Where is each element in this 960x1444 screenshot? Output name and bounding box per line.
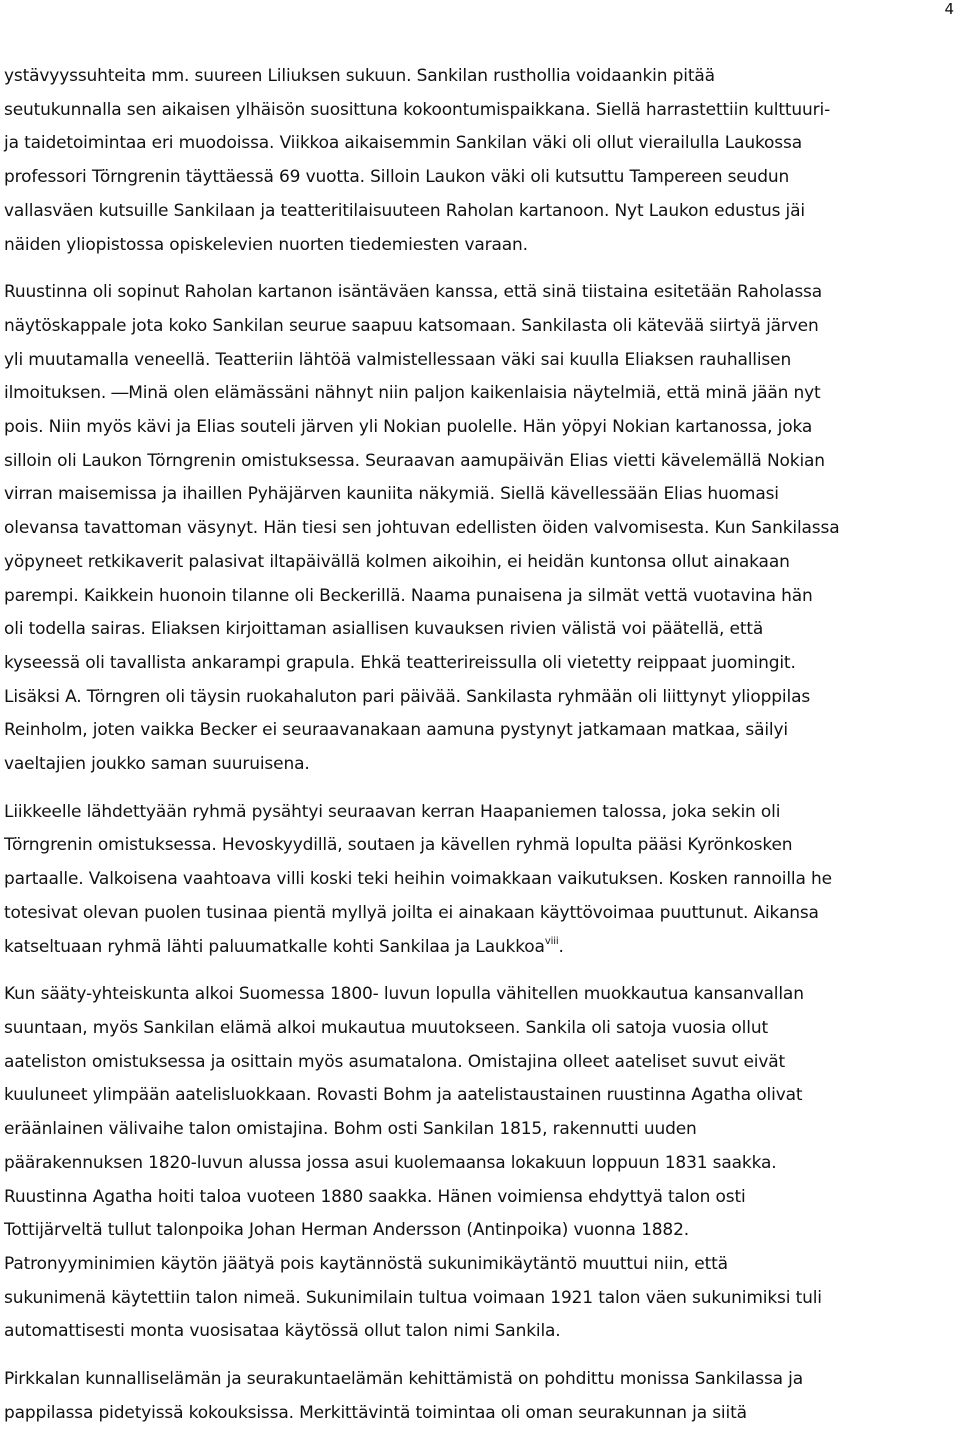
text-line: virran maisemissa ja ihaillen Pyhäjärven kauniita näkymiä. Siellä kävellessään Elias huomasi — [4, 484, 779, 505]
text-line: päärakennuksen 1820-luvun alussa jossa asui kuolemaansa lokakuun loppuun 1831 saakka. — [4, 1152, 777, 1173]
text-line: näiden yliopistossa opiskelevien nuorten tiedemiesten varaan. — [4, 234, 528, 255]
text-line: partaalle. Valkoisena vaahtoava villi koski teki heihin voimakkaan vaikutuksen. Kosken rannoilla he — [4, 869, 832, 890]
text-line: totesivat olevan puolen tusinaa pientä myllyä joilta ei ainakaan käyttövoimaa puuttunut. Aikansa — [4, 902, 819, 923]
text-line: ystävyyssuhteita mm. suureen Liliuksen sukuun. Sankilan rusthollia voidaankin pitää — [4, 66, 715, 86]
text-line: Pirkkalan kunnalliselämän ja seurakuntaelämän kehittämistä on pohdittu monissa Sankilassa ja — [4, 1369, 804, 1390]
text-line: sukunimenä käytettiin talon nimeä. Sukunimilain tultua voimaan 1921 talon väen sukunimiksi tuli — [4, 1287, 822, 1308]
text-line: katseltuaan ryhmä lähti paluumatkalle kohti Sankilaa ja Laukkoa — [4, 936, 545, 957]
text-line: Törngrenin omistuksessa. Hevoskyydillä, soutaen ja kävellen ryhmä lopulta pääsi Kyrönkosken — [4, 835, 793, 856]
text-line: aateliston omistuksessa ja osittain myös asumatalona. Omistajina olleet aateliset suvut eivät — [4, 1051, 786, 1072]
text-line: ja taidetoimintaa eri muodoissa. Viikkoa aikaisemmin Sankilan väki oli ollut vierailulla Laukossa — [4, 133, 802, 154]
paragraph-4 — [4, 978, 956, 1349]
text-line: ilmoituksen. ―Minä olen elämässäni nähnyt niin paljon kaikenlaisia näytelmiä, että minä jään nyt — [4, 383, 821, 404]
text-line: Ruustinna oli sopinut Raholan kartanon isäntäväen kanssa, että sinä tiistaina esitetään Raholassa — [4, 282, 822, 303]
text-line: Kun sääty-yhteiskunta alkoi Suomessa 1800- luvun lopulla vähitellen muokkautua kansanvallan — [4, 984, 804, 1005]
text-line: kuuluneet ylimpään aatelisluokkaan. Rovasti Bohm ja aatelistaustainen ruustinna Agatha olivat — [4, 1085, 803, 1106]
text-line: kyseessä oli tavallista ankarampi grapula. Ehkä teatterireissulla oli vietetty reippaat juomingit. — [4, 652, 796, 673]
text-line: silloin oli Laukon Törngrenin omistuksessa. Seuraavan aamupäivän Elias vietti kävelemällä Nokian — [4, 450, 825, 471]
document-body — [4, 60, 956, 1430]
text-line: yöpyneet retkikaverit palasivat iltapäivällä kolmen aikoihin, ei heidän kuntonsa ollut ainakaan — [4, 551, 790, 572]
text-line: olevansa tavattoman väsynyt. Hän tiesi sen johtuvan edellisten öiden valvomisesta. Kun Sankilassa — [4, 518, 840, 539]
text-line: Liikkeelle lähdettyään ryhmä pysähtyi seuraavan kerran Haapaniemen talossa, joka sekin oli — [4, 801, 781, 822]
text-line: vallasväen kutsuille Sankilaan ja teatteritilaisuuteen Raholan kartanoon. Nyt Laukon edustus jäi — [4, 200, 805, 221]
footnote-reference: viii — [544, 935, 559, 947]
text-line-with-footnote — [4, 931, 956, 965]
paragraph-5 — [4, 1363, 956, 1430]
text-line: suuntaan, myös Sankilan elämä alkoi mukautua muutokseen. Sankila oli satoja vuosia ollut — [4, 1017, 768, 1038]
text-line: pappilassa pidetyissä kokouksissa. Merkittävintä toimintaa oli oman seurakunnan ja siitä — [4, 1402, 747, 1423]
text-line: yli muutamalla veneellä. Teatteriin lähtöä valmistellessaan väki sai kuulla Eliaksen rauhallisen — [4, 349, 792, 370]
text-line: näytöskappale jota koko Sankilan seurue saapuu katsomaan. Sankilasta oli kätevää siirtyä järven — [4, 315, 819, 336]
text-line: parempi. Kaikkein huonoin tilanne oli Beckerillä. Naama punaisena ja silmät vettä vuotavina hän — [4, 585, 813, 606]
text-line: eräänlainen välivaihe talon omistajina. Bohm osti Sankilan 1815, rakennutti uuden — [4, 1119, 697, 1140]
text-line: vaeltajien joukko saman suuruisena. — [4, 754, 310, 775]
paragraph-1 — [4, 60, 956, 262]
text-line: Ruustinna Agatha hoiti taloa vuoteen 1880 saakka. Hänen voimiensa ehdyttyä talon osti — [4, 1186, 746, 1207]
text-line: pois. Niin myös kävi ja Elias souteli järven yli Nokian puolelle. Hän yöpyi Nokian kartanossa, joka — [4, 417, 813, 438]
sentence-end: . — [558, 936, 564, 957]
paragraph-2 — [4, 276, 956, 782]
page-number: 4 — [944, 0, 954, 18]
text-line: seutukunnalla sen aikaisen ylhäisön suosittuna kokoontumispaikkana. Siellä harrastettiin kulttuuri- — [4, 99, 831, 120]
paragraph-3 — [4, 796, 956, 965]
text-line: oli todella sairas. Eliaksen kirjoittaman asiallisen kuvauksen rivien välistä voi päätellä, että — [4, 619, 764, 640]
text-line: Tottijärveltä tullut talonpoika Johan Herman Andersson (Antinpoika) vuonna 1882. — [4, 1220, 690, 1241]
text-line: Lisäksi A. Törngren oli täysin ruokahaluton pari päivää. Sankilasta ryhmään oli liittynyt ylioppilas — [4, 686, 811, 707]
text-line: Reinholm, joten vaikka Becker ei seuraavanakaan aamuna pystynyt jatkamaan matkaa, säilyi — [4, 720, 788, 741]
text-line: professori Törngrenin täyttäessä 69 vuotta. Silloin Laukon väki oli kutsuttu Tampereen seudun — [4, 167, 790, 188]
text-line: Patronyyminimien käytön jäätyä pois kaytännöstä sukunimikäytäntö muuttui niin, että — [4, 1253, 728, 1274]
text-line: automattisesti monta vuosisataa käytössä ollut talon nimi Sankila. — [4, 1321, 561, 1342]
